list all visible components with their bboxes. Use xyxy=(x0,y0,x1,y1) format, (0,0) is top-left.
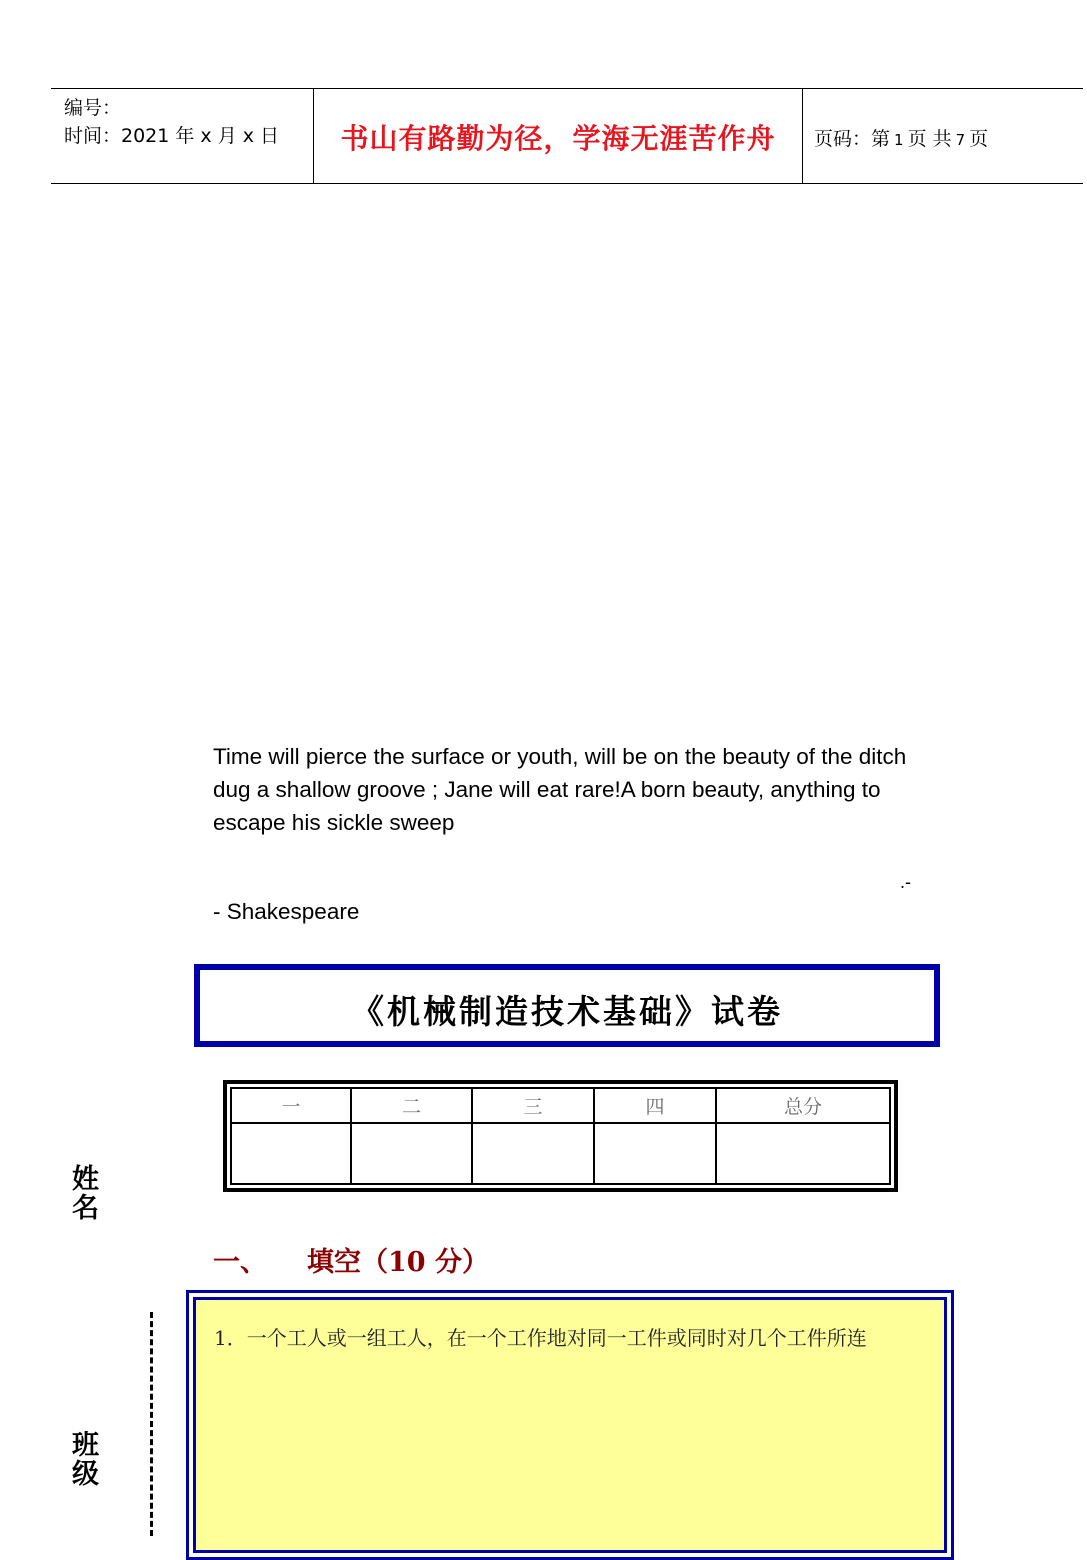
page-prefix: 页码：第 xyxy=(814,128,891,150)
header-page-cell xyxy=(802,89,1083,183)
score-value-row xyxy=(231,1123,890,1184)
exam-title-box xyxy=(194,964,940,1047)
section-heading xyxy=(213,1240,489,1279)
page-indicator xyxy=(814,124,988,151)
page-current: 1 xyxy=(894,131,904,149)
number-label: 编号： xyxy=(64,97,122,119)
score-header-4: 四 xyxy=(594,1088,716,1123)
time-label: 时间：2021 年 x 月 x 日 xyxy=(64,125,280,147)
score-cell-total[interactable] xyxy=(716,1123,890,1184)
question-box xyxy=(186,1290,954,1560)
page-mid: 页 共 xyxy=(907,128,952,150)
question-box-inner xyxy=(193,1297,947,1553)
section-number: 一、 xyxy=(213,1247,267,1278)
score-header-total: 总分 xyxy=(716,1088,890,1123)
score-cell-3[interactable] xyxy=(472,1123,594,1184)
quote-author: - Shakespeare xyxy=(213,899,360,924)
score-header-2: 二 xyxy=(351,1088,472,1123)
class-label: 班级 xyxy=(72,1430,99,1490)
score-cell-1[interactable] xyxy=(231,1123,351,1184)
section-title: 填空（10 分） xyxy=(307,1247,489,1278)
motto-text: 书山有路勤为径，学海无涯苦作舟 xyxy=(340,122,776,155)
quote-text: Time will pierce the surface or youth, will be on the beauty of the ditch dug a shallow groove ; Jane will eat rare!A born beauty, anything to escape his sickle sweep xyxy=(213,744,907,835)
quote-mark: .- xyxy=(900,872,911,892)
page-suffix: 页 xyxy=(969,128,989,150)
question-1-text: 1．一个工人或一组工人，在一个工作地对同一工件或同时对几个工件所连 xyxy=(214,1326,867,1350)
exam-title: 《机械制造技术基础》试卷 xyxy=(351,992,783,1031)
score-table xyxy=(230,1087,891,1185)
binding-dash-line xyxy=(150,1312,153,1536)
score-cell-4[interactable] xyxy=(594,1123,716,1184)
header-motto-cell xyxy=(313,89,803,183)
score-table-frame xyxy=(223,1080,898,1192)
score-header-3: 三 xyxy=(472,1088,594,1123)
header-meta-cell xyxy=(51,89,313,183)
score-header-1: 一 xyxy=(231,1088,351,1123)
score-header-row xyxy=(231,1088,890,1123)
page-total: 7 xyxy=(955,131,966,149)
document-header xyxy=(51,88,1083,184)
name-label: 姓名 xyxy=(72,1164,99,1224)
score-cell-2[interactable] xyxy=(351,1123,472,1184)
